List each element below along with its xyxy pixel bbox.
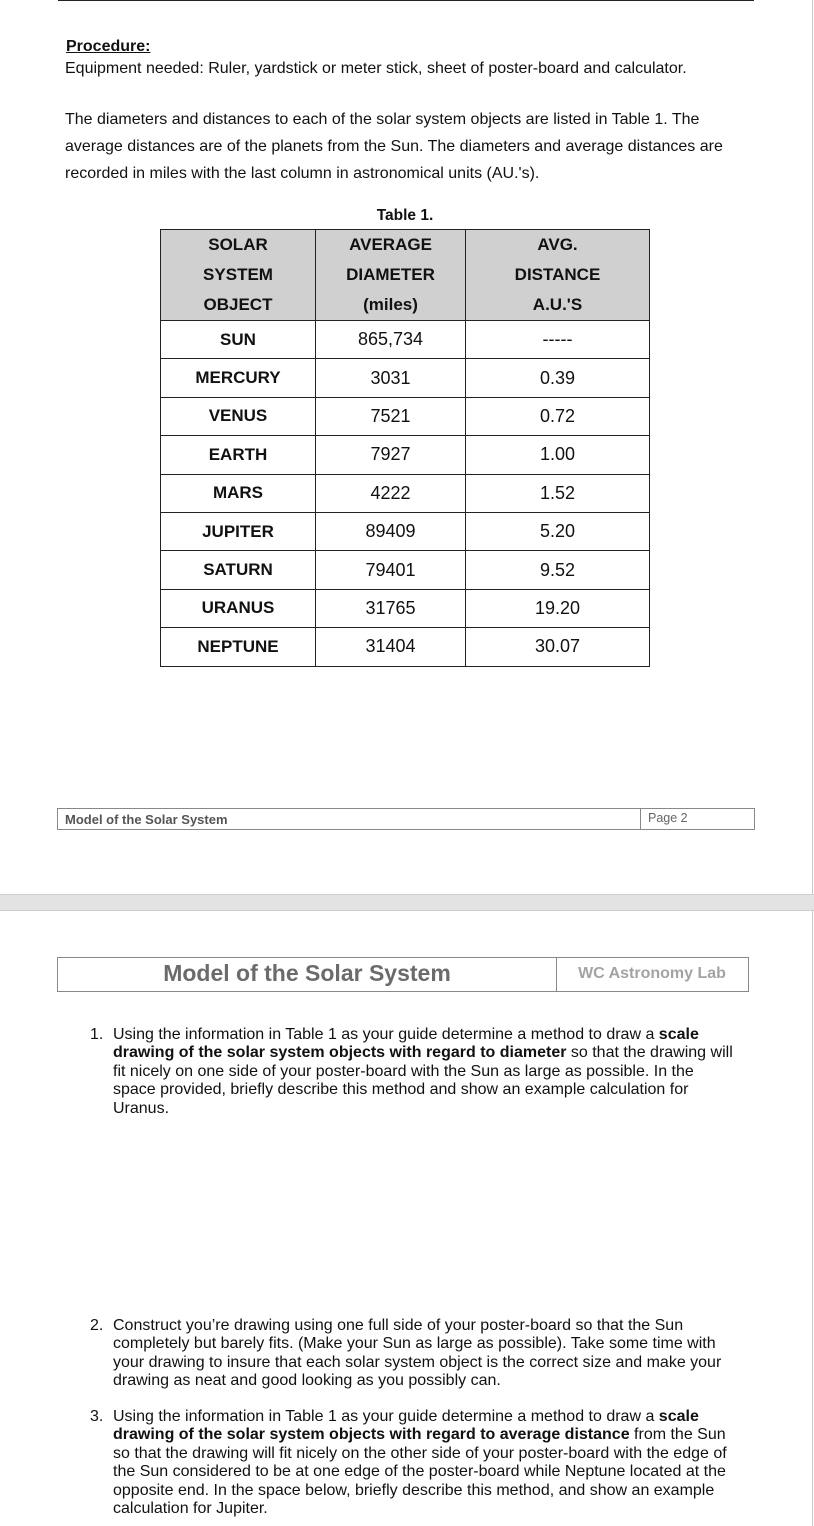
header-line: DISTANCE <box>514 265 601 284</box>
question-number: 1. <box>90 1026 104 1043</box>
header-line: OBJECT <box>203 295 273 314</box>
header-distance <box>466 230 650 321</box>
header-line: SOLAR <box>208 235 268 254</box>
header-line: AVG. <box>537 235 578 254</box>
question-text-part: Construct you’re drawing using one full side of your poster-board so that the Sun completely but barely fits. (Make your Sun as large as possible). Take some time with your drawing to insure that each solar system object is the correct size and make your drawing as neat and good looking as you possibly can. <box>113 1317 722 1390</box>
question-text-part: from the Sun so that the drawing will fit nicely on the other side of your poster-board with the edge of the Sun considered to be at one edge of the poster-board while Neptune located at the opposite end. In the space below, briefly describe this method, and show an example calculation for Jupiter. <box>113 1426 727 1518</box>
table-row <box>161 512 650 550</box>
table-header-row <box>161 230 650 321</box>
question-text-part: Using the information in Table 1 as your guide determine a method to draw a <box>113 1026 659 1043</box>
header-object <box>161 230 316 321</box>
question-text <box>113 1408 735 1518</box>
table-row <box>161 628 650 666</box>
header-line: AVERAGE <box>349 235 432 254</box>
object-cell: MARS <box>161 474 316 512</box>
table-row <box>161 474 650 512</box>
question-text-part: Using the information in Table 1 as your guide determine a method to draw a <box>113 1408 659 1425</box>
header-title: Model of the Solar System <box>163 960 451 986</box>
object-cell: EARTH <box>161 436 316 474</box>
table-row <box>161 359 650 397</box>
distance-cell: 0.39 <box>466 359 650 397</box>
diameter-cell: 89409 <box>316 512 466 550</box>
distance-cell: 5.20 <box>466 512 650 550</box>
object-cell: MERCURY <box>161 359 316 397</box>
question-text-bold: scale drawing of the solar system objects with regard to average distance <box>113 1408 699 1444</box>
question-text-part: so that the drawing will fit nicely on one side of your poster-board with the Sun as large as possible. In the space provided, briefly describe this method and show an example calculation for Uranus. <box>113 1044 733 1117</box>
question-text-bold: scale drawing of the solar system objects with regard to diameter <box>113 1026 699 1062</box>
diameter-cell: 31404 <box>316 628 466 666</box>
table-row <box>161 589 650 627</box>
object-cell: URANUS <box>161 589 316 627</box>
header-lab-name: WC Astronomy Lab <box>578 965 726 982</box>
diameter-cell: 7521 <box>316 397 466 435</box>
header-line: DIAMETER <box>346 265 435 284</box>
diameter-cell: 4222 <box>316 474 466 512</box>
diameter-cell: 79401 <box>316 551 466 589</box>
table-row <box>161 436 650 474</box>
table-row <box>161 551 650 589</box>
header-line: (miles) <box>363 295 418 314</box>
diameter-cell: 7927 <box>316 436 466 474</box>
equipment-text: Equipment needed: Ruler, yardstick or meter stick, sheet of poster-board and calculator. <box>65 60 687 77</box>
table-caption: Table 1. <box>376 207 434 224</box>
object-cell: JUPITER <box>161 512 316 550</box>
page-edge <box>812 0 813 1526</box>
table-row <box>161 321 650 359</box>
footer-title: Model of the Solar System <box>65 812 228 827</box>
object-cell: NEPTUNE <box>161 628 316 666</box>
question-number: 2. <box>90 1317 104 1334</box>
object-cell: SATURN <box>161 551 316 589</box>
header-diameter <box>316 230 466 321</box>
diameter-cell: 3031 <box>316 359 466 397</box>
intro-paragraph: The diameters and distances to each of the solar system objects are listed in Table 1. The average distances are of the planets from the Sun. The diameters and average distances are recorded in miles with the last column in astronomical units (AU.'s). <box>65 111 723 182</box>
procedure-heading: Procedure: <box>66 38 151 55</box>
footer-divider <box>640 808 641 829</box>
question-text <box>113 1317 735 1391</box>
distance-cell: ----- <box>466 321 650 359</box>
top-rule <box>58 0 754 1</box>
distance-cell: 0.72 <box>466 397 650 435</box>
distance-cell: 19.20 <box>466 589 650 627</box>
page-break <box>0 894 814 911</box>
question-text <box>113 1026 735 1118</box>
distance-cell: 30.07 <box>466 628 650 666</box>
header-line: SYSTEM <box>203 265 273 284</box>
diameter-cell: 31765 <box>316 589 466 627</box>
footer-page-number: Page 2 <box>648 811 688 825</box>
distance-cell: 9.52 <box>466 551 650 589</box>
distance-cell: 1.00 <box>466 436 650 474</box>
header-line: A.U.'S <box>532 295 583 314</box>
object-cell: SUN <box>161 321 316 359</box>
object-cell: VENUS <box>161 397 316 435</box>
table-row <box>161 397 650 435</box>
question-number: 3. <box>90 1408 104 1425</box>
solar-system-table <box>160 229 650 667</box>
diameter-cell: 865,734 <box>316 321 466 359</box>
distance-cell: 1.52 <box>466 474 650 512</box>
